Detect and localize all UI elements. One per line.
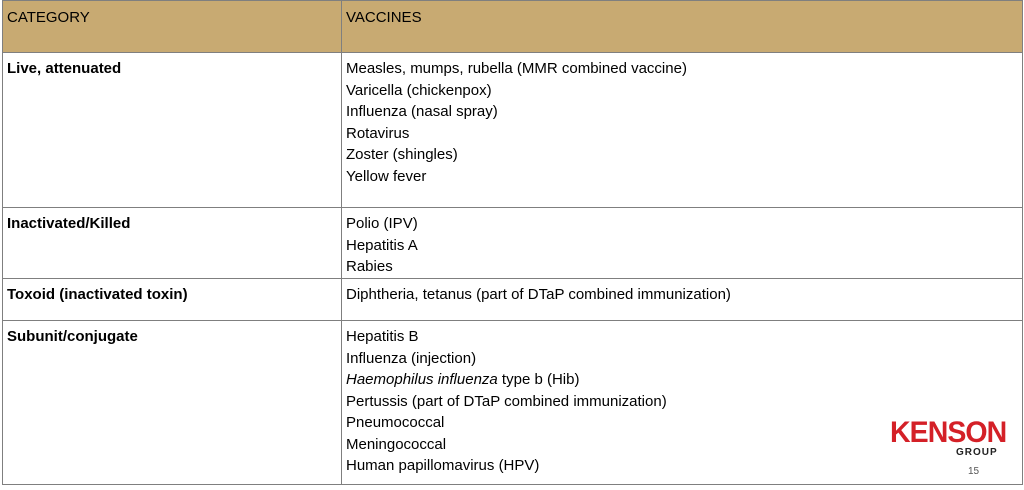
logo-subtitle: GROUP [956,447,998,458]
vaccine-item: Human papillomavirus (HPV) [346,457,540,474]
vaccine-item: Polio (IPV) [346,215,418,232]
kenson-group-logo [890,416,1022,464]
table-row [3,53,1023,208]
table-row [3,321,1023,485]
vaccine-item: Zoster (shingles) [346,146,458,163]
table-row [3,208,1023,279]
vaccine-item: Pneumococcal [346,414,445,431]
header-vaccines: VACCINES [342,1,1023,53]
vaccines-cell [342,53,1023,208]
italic-species-name: Haemophilus influenza [346,371,498,388]
vaccine-table [2,0,1023,485]
vaccine-item: Hepatitis B [346,328,419,345]
table-header-row [3,1,1023,53]
vaccines-cell [342,279,1023,321]
table-row [3,279,1023,321]
vaccine-item: Pertussis (part of DTaP combined immunization) [346,392,667,410]
vaccine-item: Rotavirus [346,124,410,142]
category-cell: Subunit/conjugate [3,321,342,485]
vaccine-item: Rabies [346,258,393,275]
category-cell: Live, attenuated [3,53,342,208]
page-number: 15 [968,466,980,477]
vaccine-item: Meningococcal [346,435,447,453]
vaccine-item-hib [346,369,1018,391]
vaccine-item: Varicella (chickenpox) [346,81,492,99]
category-cell: Toxoid (inactivated toxin) [3,279,342,321]
vaccine-item: Measles, mumps, rubella (MMR combined vaccine) [346,60,687,77]
vaccine-item: Influenza (injection) [346,349,477,367]
logo-wordmark: KENSON [890,416,1007,449]
vaccine-item-rest: type b (Hib) [497,371,580,388]
category-cell: Inactivated/Killed [3,208,342,279]
vaccine-item: Hepatitis A [346,236,418,254]
vaccine-item: Influenza (nasal spray) [346,103,498,120]
vaccines-cell [342,208,1023,279]
vaccine-item: Diphtheria, tetanus (part of DTaP combined immunization) [346,286,731,303]
vaccine-item: Yellow fever [346,167,427,185]
header-category: CATEGORY [3,1,342,53]
